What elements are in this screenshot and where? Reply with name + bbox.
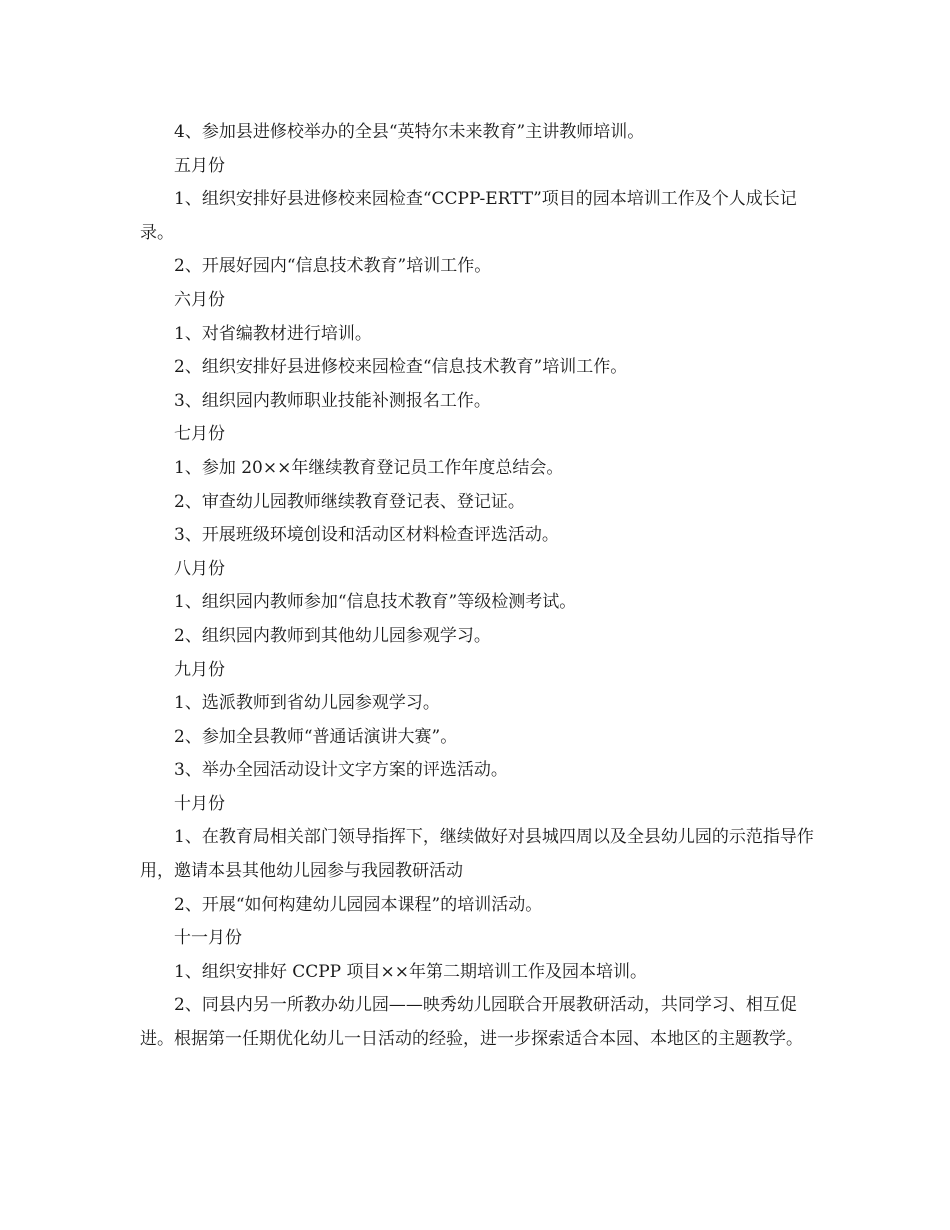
paragraph: 1、在教育局相关部门领导指挥下，继续做好对县城四周以及全县幼儿园的示范指导作用，邀请本县其他幼儿园参与我园教研活动	[140, 827, 814, 882]
paragraph: 1、选派教师到省幼儿园参观学习。	[174, 693, 440, 714]
paragraph: 1、组织园内教师参加“信息技术教育”等级检测考试。	[174, 592, 577, 613]
document-body	[140, 116, 820, 1057]
paragraph: 3、组织园内教师职业技能补测报名工作。	[174, 390, 491, 411]
paragraph: 3、开展班级环境创设和活动区材料检查评选活动。	[174, 525, 559, 546]
section-heading-november: 十一月份	[174, 928, 242, 949]
section-heading-may: 五月份	[174, 155, 225, 176]
section-heading-october: 十月份	[174, 793, 225, 814]
paragraph: 2、参加全县教师“普通话演讲大赛”。	[174, 726, 458, 747]
paragraph: 3、举办全园活动设计文字方案的评选活动。	[174, 760, 508, 781]
paragraph: 2、组织园内教师到其他幼儿园参观学习。	[174, 625, 491, 646]
paragraph: 1、组织安排好 CCPP 项目××年第二期培训工作及园本培训。	[174, 961, 648, 982]
paragraph: 1、对省编教材进行培训。	[174, 323, 372, 344]
paragraph: 1、参加 20××年继续教育登记员工作年度总结会。	[174, 457, 564, 478]
paragraph: 2、开展“如何构建幼儿园园本课程”的培训活动。	[174, 894, 543, 915]
section-heading-august: 八月份	[174, 558, 225, 579]
paragraph: 2、审查幼儿园教师继续教育登记表、登记证。	[174, 491, 525, 512]
paragraph: 1、组织安排好县进修校来园检查“CCPP-ERTT”项目的园本培训工作及个人成长记录。	[140, 189, 797, 243]
section-heading-july: 七月份	[174, 424, 225, 445]
section-heading-june: 六月份	[174, 289, 225, 310]
paragraph: 4、参加县进修校举办的全县“英特尔未来教育”主讲教师培训。	[174, 122, 645, 142]
paragraph: 2、组织安排好县进修校来园检查“信息技术教育”培训工作。	[174, 357, 628, 378]
paragraph: 2、同县内另一所教办幼儿园——映秀幼儿园联合开展教研活动，共同学习、相互促进。根据第一任期优化幼儿一日活动的经验，进一步探索适合本园、本地区的主题教学。	[140, 995, 803, 1050]
paragraph: 2、开展好园内“信息技术教育”培训工作。	[174, 256, 492, 277]
section-heading-september: 九月份	[174, 659, 225, 680]
